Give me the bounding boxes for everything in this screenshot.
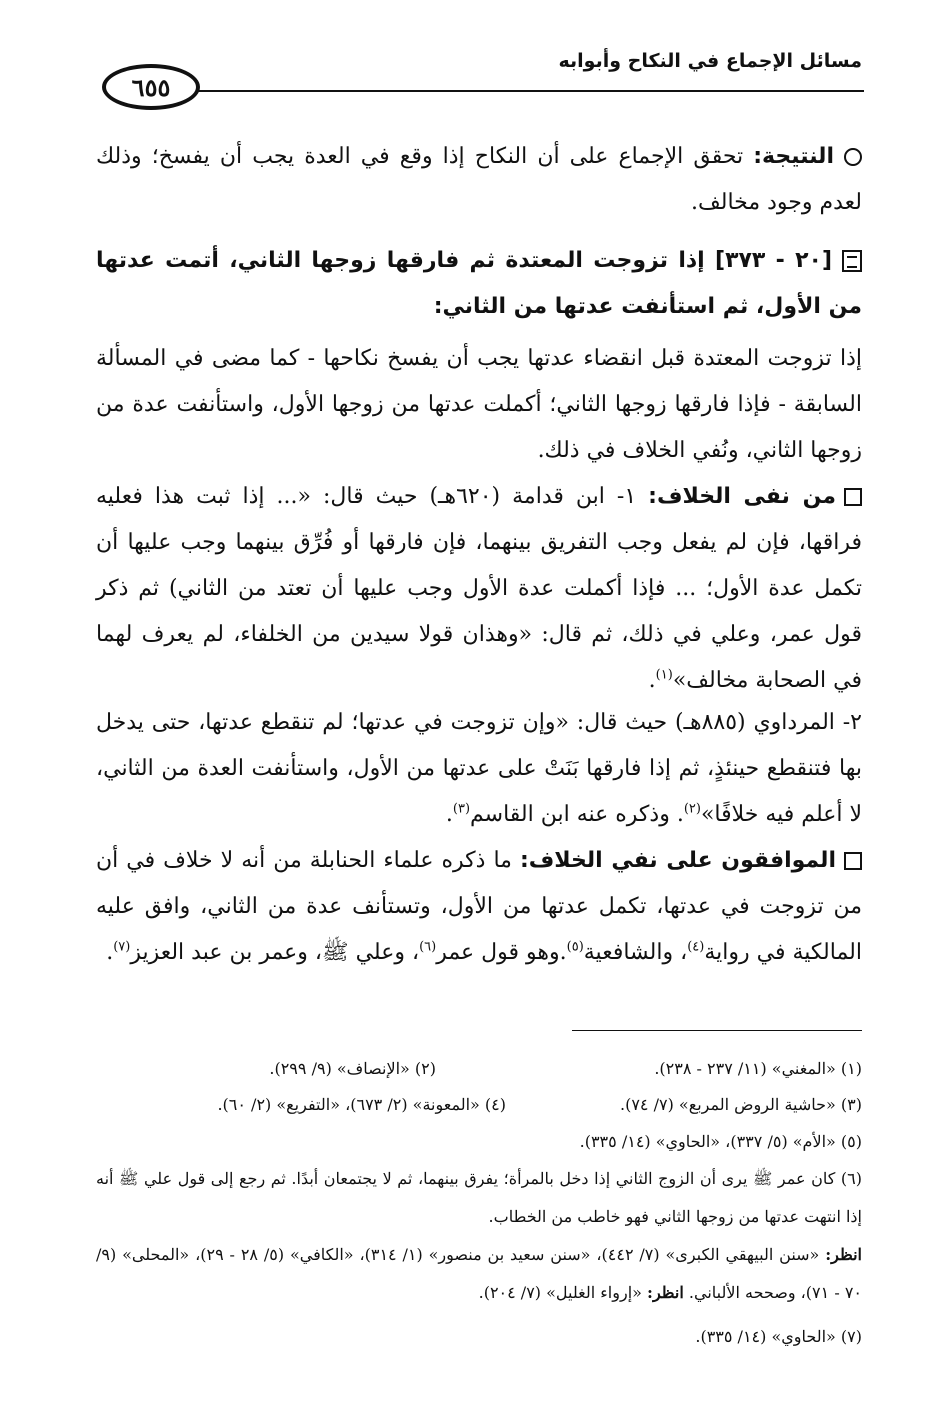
negators-label: من نفى الخلاف: xyxy=(648,484,836,509)
footnote-6-sources-text: «سنن البيهقي الكبرى» (٧/ ٤٤٢)، «سنن سعيد بن منصور» (١/ ٣١٤)، «الكافي» (٥/ ٢٨ - ٢٩)، «المحلى» (٩/ ٧٠ - ٧١)، وصححه الألباني. xyxy=(96,1245,862,1302)
negator-2-text: ٢- المرداوي (٨٨٥هـ) حيث قال: «وإن تزوجت في عدتها؛ لم تنقطع عدتها، حتى يدخل بها فتنقطع حينئذٍ، ثم إذا فارقها بَنَتْ على عدتها من الأول، واستأنفت العدة من الثاني، لا أعلم فيه خلافًا» xyxy=(96,710,862,827)
negators-paragraph: من نفى الخلاف: ١- ابن قدامة (٦٢٠هـ) حيث قال: «... إذا ثبت هذا فعليه فراقها، فإن لم يفعل وجب التفريق بينهما، فإن فارقها أو فُرِّق بينهما وجب عليها أن تكمل عدة الأول؛ ... فإذا أكملت عدة الأول وجب عليها أن تعتد من الثاني) ثم ذكر قول عمر، وعلي في ذلك، ثم قال: «وهذان قولا سيدين من الخلفاء، لم يعرف لهما في الصحابة مخالف»$^{(١)}$. xyxy=(96,484,862,693)
agreeing-text-b: ، والشافعية xyxy=(583,940,688,965)
agreeing-paragraph: الموافقون على نفي الخلاف: ما ذكره علماء الحنابلة من أنه لا خلاف في أن من تزوجت في عدتها، تكمل عدتها من الأول، وتستأنف عدة من الثاني، وافق عليه المالكية في رواية$^{(٤)}$، والشافعية$^{(٥)}$.وهو قول عمر$^{(٦)}$، وعلي ﷺ، وعمر بن عبد العزيز$^{(٧)}$. xyxy=(96,848,862,965)
footnote-7: (٧) «الحاوي» (١٤/ ٣٣٥). xyxy=(695,1327,862,1346)
footnote-ref-2: (٢) xyxy=(683,801,701,817)
footnote-6-sources xyxy=(96,1236,862,1312)
footnote-1: (١) «المغني» (١١/ ٢٣٧ - ٢٣٨). xyxy=(654,1059,862,1078)
circle-bullet-icon xyxy=(844,148,862,166)
footnote-5: (٥) «الأم» (٥/ ٣٣٧)، «الحاوي» (١٤/ ٣٣٥). xyxy=(579,1132,862,1151)
negator-1-text: ١- ابن قدامة (٦٢٠هـ) حيث قال: «... إذا ثبت هذا فعليه فراقها، فإن لم يفعل وجب التفريق بينهما، فإن فارقها أو فُرِّق بينهما وجب عليها أن تكمل عدة الأول؛ ... فإذا أكملت عدة الأول وجب عليها أن تعتد من الثاني) ثم ذكر قول عمر، وعلي في ذلك، ثم قال: «وهذان قولا سيدين من الخلفاء، لم يعرف لهما في الصحابة مخالف» xyxy=(96,484,862,693)
document-icon xyxy=(842,250,862,272)
footnote-ref-3: (٣) xyxy=(452,801,471,817)
agreeing-text-d: ، وعلي ﷺ، وعمر بن عبد العزيز xyxy=(130,940,420,965)
footnote-ref-1: (١) xyxy=(655,667,673,683)
agreeing-text-c: .وهو قول عمر xyxy=(436,940,567,965)
square-bullet-icon xyxy=(844,852,862,870)
footnote-6-sources-text-2: «إرواء الغليل» (٧/ ٢٠٤). xyxy=(478,1283,642,1302)
intro-paragraph xyxy=(96,336,862,474)
result-paragraph xyxy=(96,134,862,226)
negator-2-paragraph: ٢- المرداوي (٨٨٥هـ) حيث قال: «وإن تزوجت في عدتها؛ لم تنقطع عدتها، حتى يدخل بها فتنقطع حينئذٍ، ثم إذا فارقها بَنَتْ على عدتها من الأول، واستأنفت العدة من الثاني، لا أعلم فيه خلافًا»$^{(٢)}$. وذكره عنه ابن القاسم$^{(٣)}$. xyxy=(96,710,862,827)
issue-heading xyxy=(96,238,862,330)
intro-text: إذا تزوجت المعتدة قبل انقضاء عدتها يجب أن يفسخ نكاحها - كما مضى في المسألة السابقة - فإذا فارقها زوجها الثاني؛ أكملت عدتها من زوجها الأول، واستأنفت عدة من زوجها الثاني، ونُفي الخلاف في ذلك. xyxy=(96,346,862,463)
negator-2-tail: . وذكره عنه ابن القاسم xyxy=(470,802,684,827)
footnote-ref-7: (٧) xyxy=(113,939,131,955)
footnote-ref-5: (٥) xyxy=(566,939,584,955)
see-label-2: انظر: xyxy=(647,1283,684,1302)
page-number: ٦٥٥ xyxy=(102,64,200,110)
running-title: مسائل الإجماع في النكاح وأبوابه xyxy=(558,50,862,72)
footnote-ref-4: (٤) xyxy=(687,939,705,955)
footnote-separator xyxy=(572,1030,862,1031)
see-label: انظر: xyxy=(825,1245,862,1264)
header-rule xyxy=(196,90,864,92)
agreeing-label: الموافقون على نفي الخلاف: xyxy=(519,848,836,873)
result-label: النتيجة: xyxy=(753,144,834,169)
footnote-3: (٣) «حاشية الروض المربع» (٧/ ٧٤). xyxy=(619,1095,862,1114)
agreeing-text-a: ما ذكره علماء الحنابلة من أنه لا خلاف في أن من تزوجت في عدتها، تكمل عدتها من الأول، وتستأنف عدة من الثاني، وافق عليه المالكية في رواية xyxy=(96,848,862,965)
footnote-6 xyxy=(96,1160,862,1236)
footnote-ref-6: (٦) xyxy=(419,939,437,955)
footnote-6-text: (٦) كان عمر ﷺ يرى أن الزوج الثاني إذا دخل بالمرأة؛ يفرق بينهما، ثم لا يجتمعان أبدًا. ثم رجع إلى قول علي ﷺ أنه إذا انتهت عدتها من زوجها الثاني فهو خاطب من الخطاب. xyxy=(96,1169,862,1226)
result-text: تحقق الإجماع على أن النكاح إذا وقع في العدة يجب أن يفسخ؛ وذلك لعدم وجود مخالف. xyxy=(96,144,862,215)
footnote-2: (٢) «الإنصاف» (٩/ ٢٩٩). xyxy=(269,1059,436,1078)
issue-heading-text: [٢٠ - ٣٧٣] إذا تزوجت المعتدة ثم فارقها زوجها الثاني، أتمت عدتها من الأول، ثم استأنفت عدتها من الثاني: xyxy=(96,248,862,319)
square-bullet-icon xyxy=(844,488,862,506)
footnote-4: (٤) «المعونة» (٢/ ٦٧٣)، «التفريع» (٢/ ٦٠). xyxy=(217,1095,506,1114)
